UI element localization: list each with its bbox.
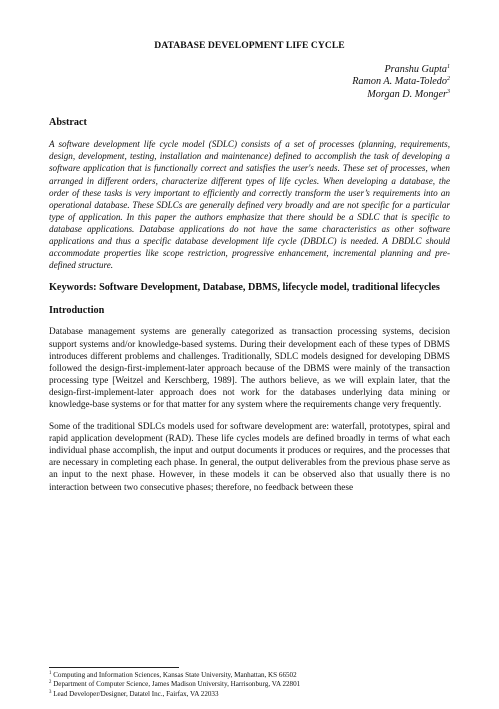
footnote-mark: 1: [49, 671, 52, 676]
paper-title: DATABASE DEVELOPMENT LIFE CYCLE: [154, 40, 345, 51]
author-footnote-mark: 1: [447, 64, 450, 70]
keywords-line: Keywords: Software Development, Database, DBMS, lifecycle model, traditional lifecycles: [49, 282, 440, 294]
footnote-text: Department of Computer Science, James Madison University, Harrisonburg, VA 22801: [53, 680, 301, 689]
footnote-divider: [49, 667, 179, 668]
paper-page: [49, 40, 450, 504]
footnote-list: [49, 671, 459, 699]
author-line: [49, 64, 450, 76]
introduction-heading: Introduction: [49, 305, 105, 317]
footnote: [49, 680, 459, 689]
abstract-text: A software development life cycle model (SDLC) consists of a set of processes (planning, requirements, design, development, testing, installation and maintenance) defined to accomplish the task of developing a software application that is functionally correct and satisfies the user's needs. These set of processes, when arranged in different orders, characterize different types of life cycles. When developing a database, the order of these tasks is very important to efficiently and correctly transform the user’s requirements into an operational database. These SDLCs are generally defined very broadly and are not specific for a particular type of application. In this paper the authors emphasize that there should be a SDLC that is specific to database applications. Database applications do not have the same characteristics as other software applications and thus a specific database development life cycle (DBDLC) is needed. A DBDLC should accommodate properties like scope restriction, progressive enhancement, incremental planning and pre-defined structure.: [49, 139, 450, 271]
author-footnote-mark: 3: [447, 88, 450, 95]
author-list: [49, 64, 450, 101]
footnote-mark: 3: [49, 689, 52, 695]
author-name: Pranshu Gupta: [384, 64, 447, 75]
body-paragraph: Some of the traditional SDLCs models used for software development are: waterfall, prototypes, spiral and rapid application development (RAD). These life cycles models are defined broadly in terms of what each individual phase accomplish, the input and output documents it produces or requires, and the processes that are necessary in completing each phase. In general, the output deliverables from the previous phase serve as an input to the next phase. However, in these models it can be observed also that usually there is no interaction between two consecutive phases; therefore, no feedback between these: [49, 422, 450, 493]
body-paragraph: Database management systems are generally categorized as transaction processing systems, decision support systems and/or knowledge-based systems. During their development each of these types of DBMS introduces different problems and challenges. Traditionally, SDLC models designed for developing DBMS followed the design-first-implement-later approach because of the DBMS were mainly of the transaction processing type [Weitzel and Kerschberg, 1989]. The authors believe, as we will explain later, that the design-first-implement-later approach does not work for the databases underlying data mining or knowledge-base systems or for that matter for any system where the requirements change very frequently.: [49, 327, 450, 411]
author-name: Morgan D. Monger: [367, 88, 447, 100]
footnote: [49, 690, 459, 699]
abstract-heading: Abstract: [49, 117, 87, 129]
footnote-text: Computing and Information Sciences, Kansas State University, Manhattan, KS 66502: [53, 671, 297, 679]
footnote: [49, 671, 459, 680]
footnote-mark: 2: [49, 680, 52, 686]
author-name: Ramon A. Mata-Toledo: [352, 76, 447, 88]
footnote-text: Lead Developer/Designer, Datatel Inc., Fairfax, VA 22033: [53, 689, 219, 698]
author-line: [49, 76, 450, 88]
author-line: [49, 89, 450, 101]
author-footnote-mark: 2: [447, 76, 450, 83]
